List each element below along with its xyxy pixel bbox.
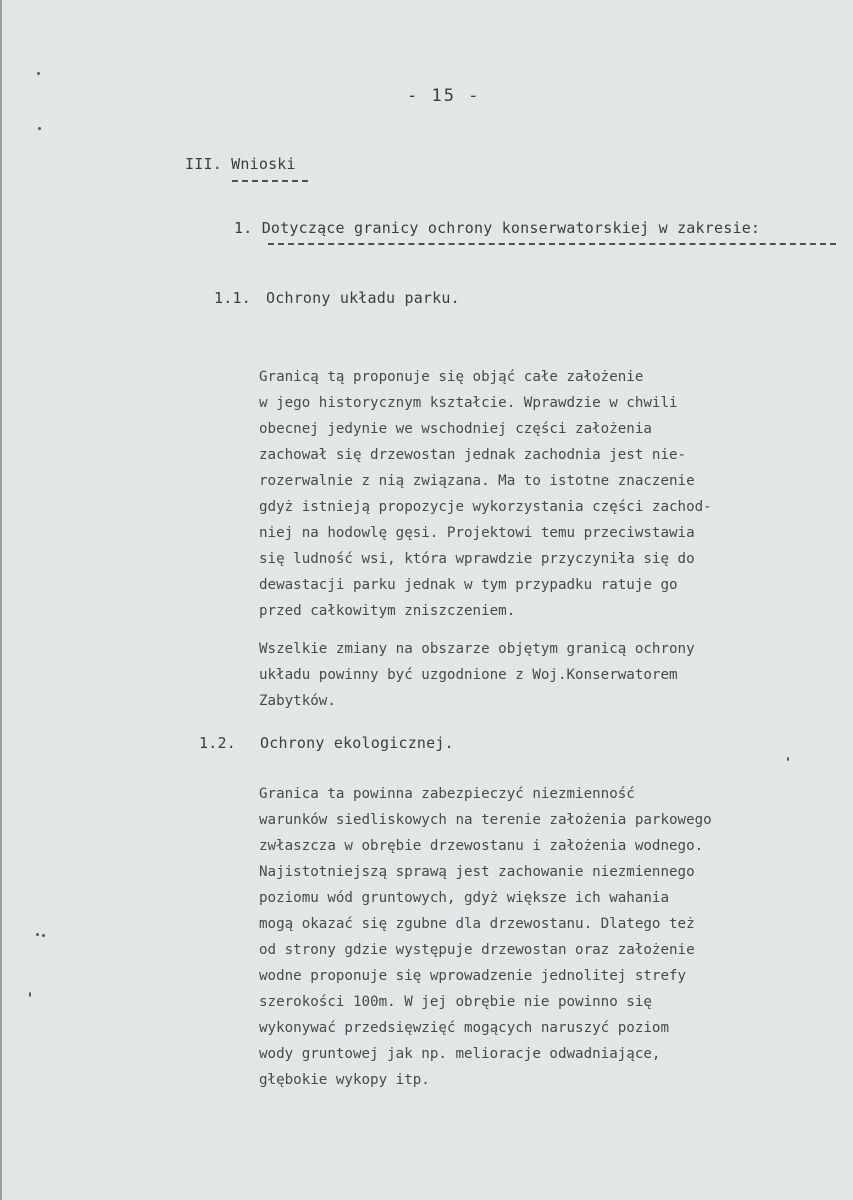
text-line: głębokie wykopy itp. xyxy=(259,1072,430,1088)
text-line: Granica ta powinna zabezpieczyć niezmienność xyxy=(259,786,635,802)
text-line: się ludność wsi, która wprawdzie przyczyniła się do xyxy=(259,551,695,567)
margin-mark xyxy=(29,992,31,997)
text-line: obecnej jedynie we wschodniej części założenia xyxy=(259,421,652,437)
text-line: Najistotniejszą sprawą jest zachowanie niezmiennego xyxy=(259,864,695,880)
margin-mark xyxy=(42,934,45,937)
margin-mark xyxy=(37,72,40,75)
text-line: dewastacji parku jednak w tym przypadku ratuje go xyxy=(259,577,678,593)
text-line: zwłaszcza w obrębie drzewostanu i założenia wodnego. xyxy=(259,838,704,854)
item-title: Ochrony ekologicznej. xyxy=(260,734,454,752)
text-line: mogą okazać się zgubne dla drzewostanu. Dlatego też xyxy=(259,916,695,932)
text-line: warunków siedliskowych na terenie założenia parkowego xyxy=(259,812,712,828)
text-line: od strony gdzie występuje drzewostan oraz założenie xyxy=(259,942,695,958)
text-line: wody gruntowej jak np. melioracje odwadniające, xyxy=(259,1046,661,1062)
item-title: Ochrony układu parku. xyxy=(266,289,460,307)
text-line: w jego historycznym kształcie. Wprawdzie w chwili xyxy=(259,395,678,411)
text-line: poziomu wód gruntowych, gdyż większe ich wahania xyxy=(259,890,669,906)
item-number: 1.1. xyxy=(214,289,251,307)
text-line: rozerwalnie z nią związana. Ma to istotne znaczenie xyxy=(259,473,695,489)
text-line: szerokości 100m. W jej obrębie nie powinno się xyxy=(259,994,652,1010)
text-line: przed całkowitym zniszczeniem. xyxy=(259,603,516,619)
item-number: 1.2. xyxy=(199,734,236,752)
text-line: zachował się drzewostan jednak zachodnia jest nie- xyxy=(259,447,687,463)
text-line: Wszelkie zmiany na obszarze objętym granicą ochrony xyxy=(259,641,695,657)
margin-mark xyxy=(38,127,41,130)
text-line: Granicą tą proponuje się objąć całe założenie xyxy=(259,369,644,385)
margin-mark xyxy=(36,933,39,936)
text-line: wykonywać przedsięwzięć mogących naruszyć poziom xyxy=(259,1020,669,1036)
page-edge xyxy=(0,0,2,1200)
text-line: gdyż istnieją propozycje wykorzystania części zachod- xyxy=(259,499,712,515)
text-line: układu powinny być uzgodnione z Woj.Konserwatorem xyxy=(259,667,678,683)
section-heading-underline xyxy=(232,180,308,182)
page-number: - 15 - xyxy=(407,86,481,106)
text-line: niej na hodowlę gęsi. Projektowi temu przeciwstawia xyxy=(259,525,695,541)
stray-mark xyxy=(787,757,789,761)
text-line: Zabytków. xyxy=(259,693,336,709)
text-line: wodne proponuje się wprowadzenie jednolitej strefy xyxy=(259,968,687,984)
section-heading: III. Wnioski xyxy=(185,155,296,173)
subsection-heading: 1. Dotyczące granicy ochrony konserwatorskiej w zakresie: xyxy=(234,219,761,237)
subsection-heading-underline xyxy=(268,243,836,245)
